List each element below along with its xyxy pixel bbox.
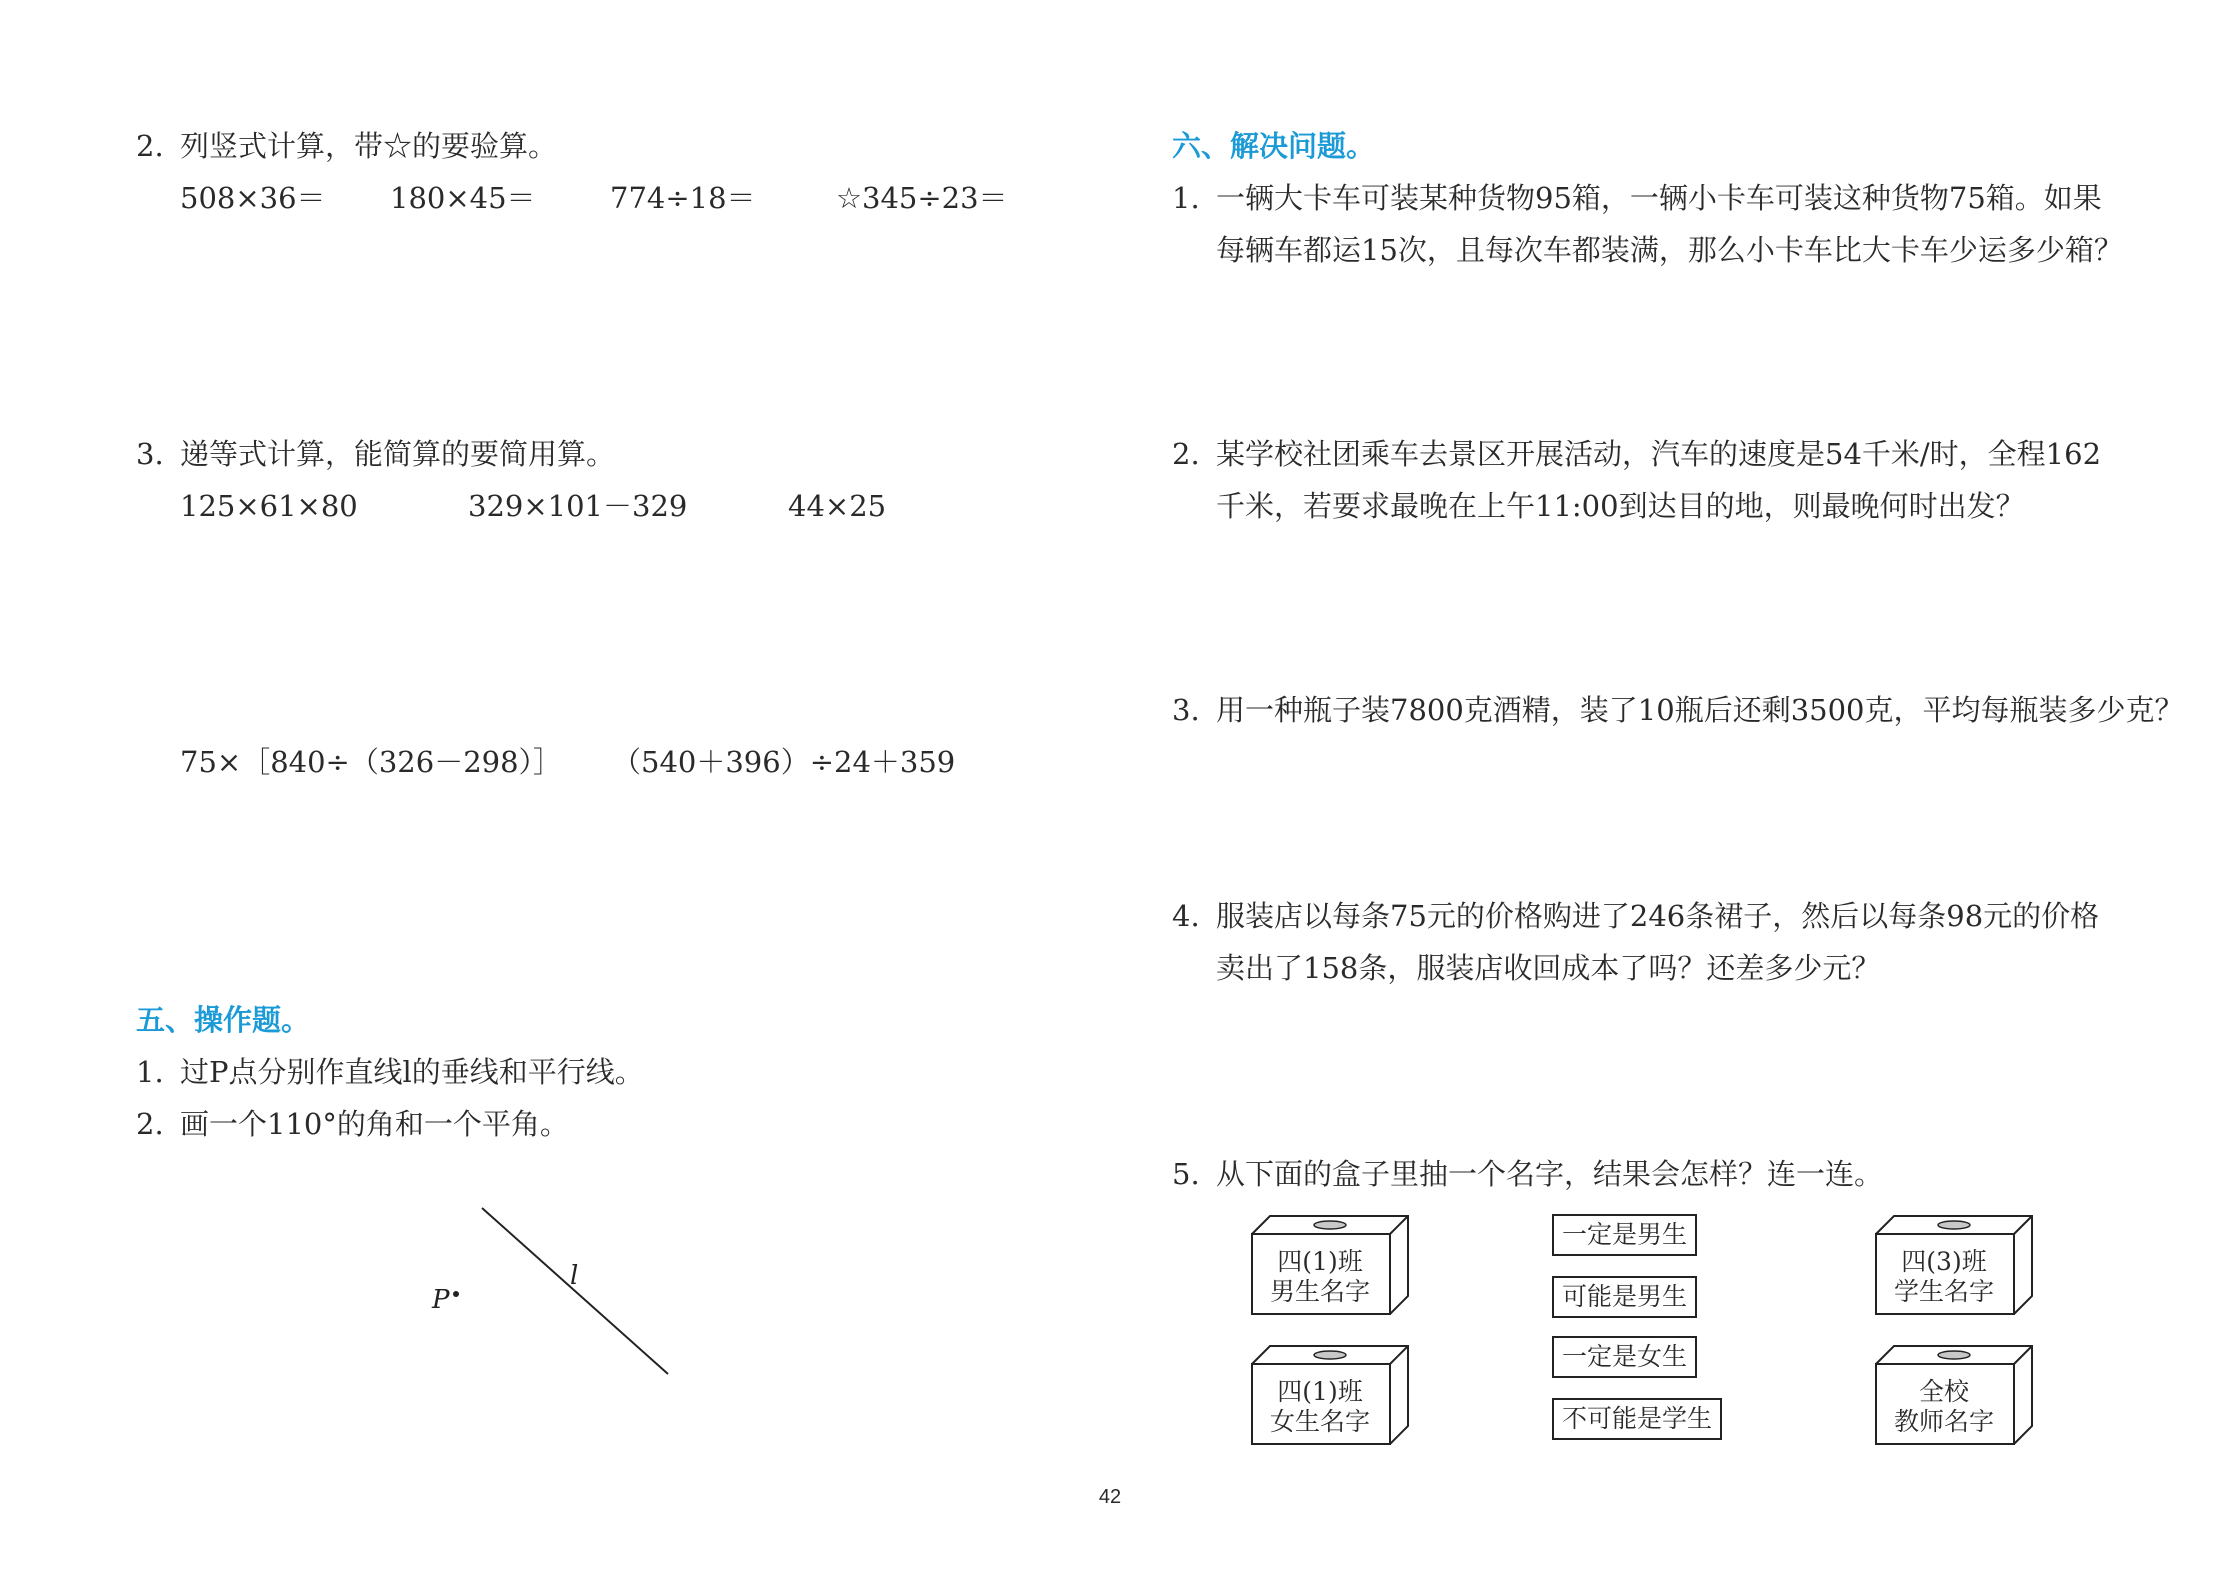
section-6-title: 六、解决问题。 [1172,129,1376,163]
section-6-question-4-line-2: 卖出了158条，服装店收回成本了吗？还差多少元？ [1216,951,1881,985]
line-point-figure [420,1200,700,1390]
box-label: 全校 教师名字 [1893,1377,1994,1436]
question-2: 2. 列竖式计算，带☆的要验算。 [136,129,558,163]
calc-item: 44×25 [788,489,887,523]
point-p [453,1291,459,1297]
option-possibly-boy: 可能是男生 [1552,1276,1697,1318]
section-5-title: 五、操作题。 [136,1003,311,1037]
calc-item: 774÷18＝ [610,181,756,215]
calc-item: 508×36＝ [180,181,326,215]
section-6-question-3: 3. 用一种瓶子装7800克酒精，装了10瓶后还剩3500克，平均每瓶装多少克？ [1172,693,2184,727]
calc-item: 75×［840÷（326－298）］ [180,745,563,779]
section-6-question-4: 4. 服装店以每条75元的价格购进了246条裙子，然后以每条98元的价格 [1172,899,2100,933]
box-label: 四(3)班 学生名字 [1893,1247,1994,1306]
option-certainly-girl: 一定是女生 [1552,1336,1697,1378]
section-6-question-1: 1. 一辆大卡车可装某种货物95箱，一辆小卡车可装这种货物75箱。如果 [1172,181,2102,215]
page-number: 42 [1098,1486,1122,1508]
option-not-student: 不可能是学生 [1552,1398,1722,1440]
section-6-question-2: 2. 某学校社团乘车去景区开展活动，汽车的速度是54千米/时，全程162 [1172,437,2102,471]
line-l-label: l [570,1261,579,1291]
calc-item: （540＋396）÷24＋359 [612,745,956,779]
calc-item: 125×61×80 [180,489,358,523]
section-6-question-1-line-2: 每辆车都运15次，且每次车都装满，那么小卡车比大卡车少运多少箱？ [1216,233,2123,267]
name-box-teachers [1874,1344,2034,1446]
question-3: 3. 递等式计算，能简算的要简用算。 [136,437,616,471]
calc-item: 180×45＝ [390,181,536,215]
section-5-question-1: 1. 过P点分别作直线l的垂线和平行线。 [136,1055,644,1089]
name-box-class3-students [1874,1214,2034,1316]
name-box-class1-girls [1250,1344,1410,1446]
option-certainly-boy: 一定是男生 [1552,1214,1697,1256]
point-p-label: P [432,1285,450,1315]
calc-item: 329×101－329 [468,489,688,523]
name-box-class1-boys [1250,1214,1410,1316]
section-6-question-5: 5. 从下面的盒子里抽一个名字，结果会怎样？连一连。 [1172,1157,1884,1191]
calc-item: ☆345÷23＝ [836,181,1008,215]
section-5-question-2: 2. 画一个110°的角和一个平角。 [136,1107,569,1141]
line-l [482,1208,668,1374]
section-6-question-2-line-2: 千米，若要求最晚在上午11:00到达目的地，则最晚何时出发？ [1216,489,2025,523]
box-label: 四(1)班 男生名字 [1269,1247,1370,1306]
box-label: 四(1)班 女生名字 [1269,1377,1370,1436]
